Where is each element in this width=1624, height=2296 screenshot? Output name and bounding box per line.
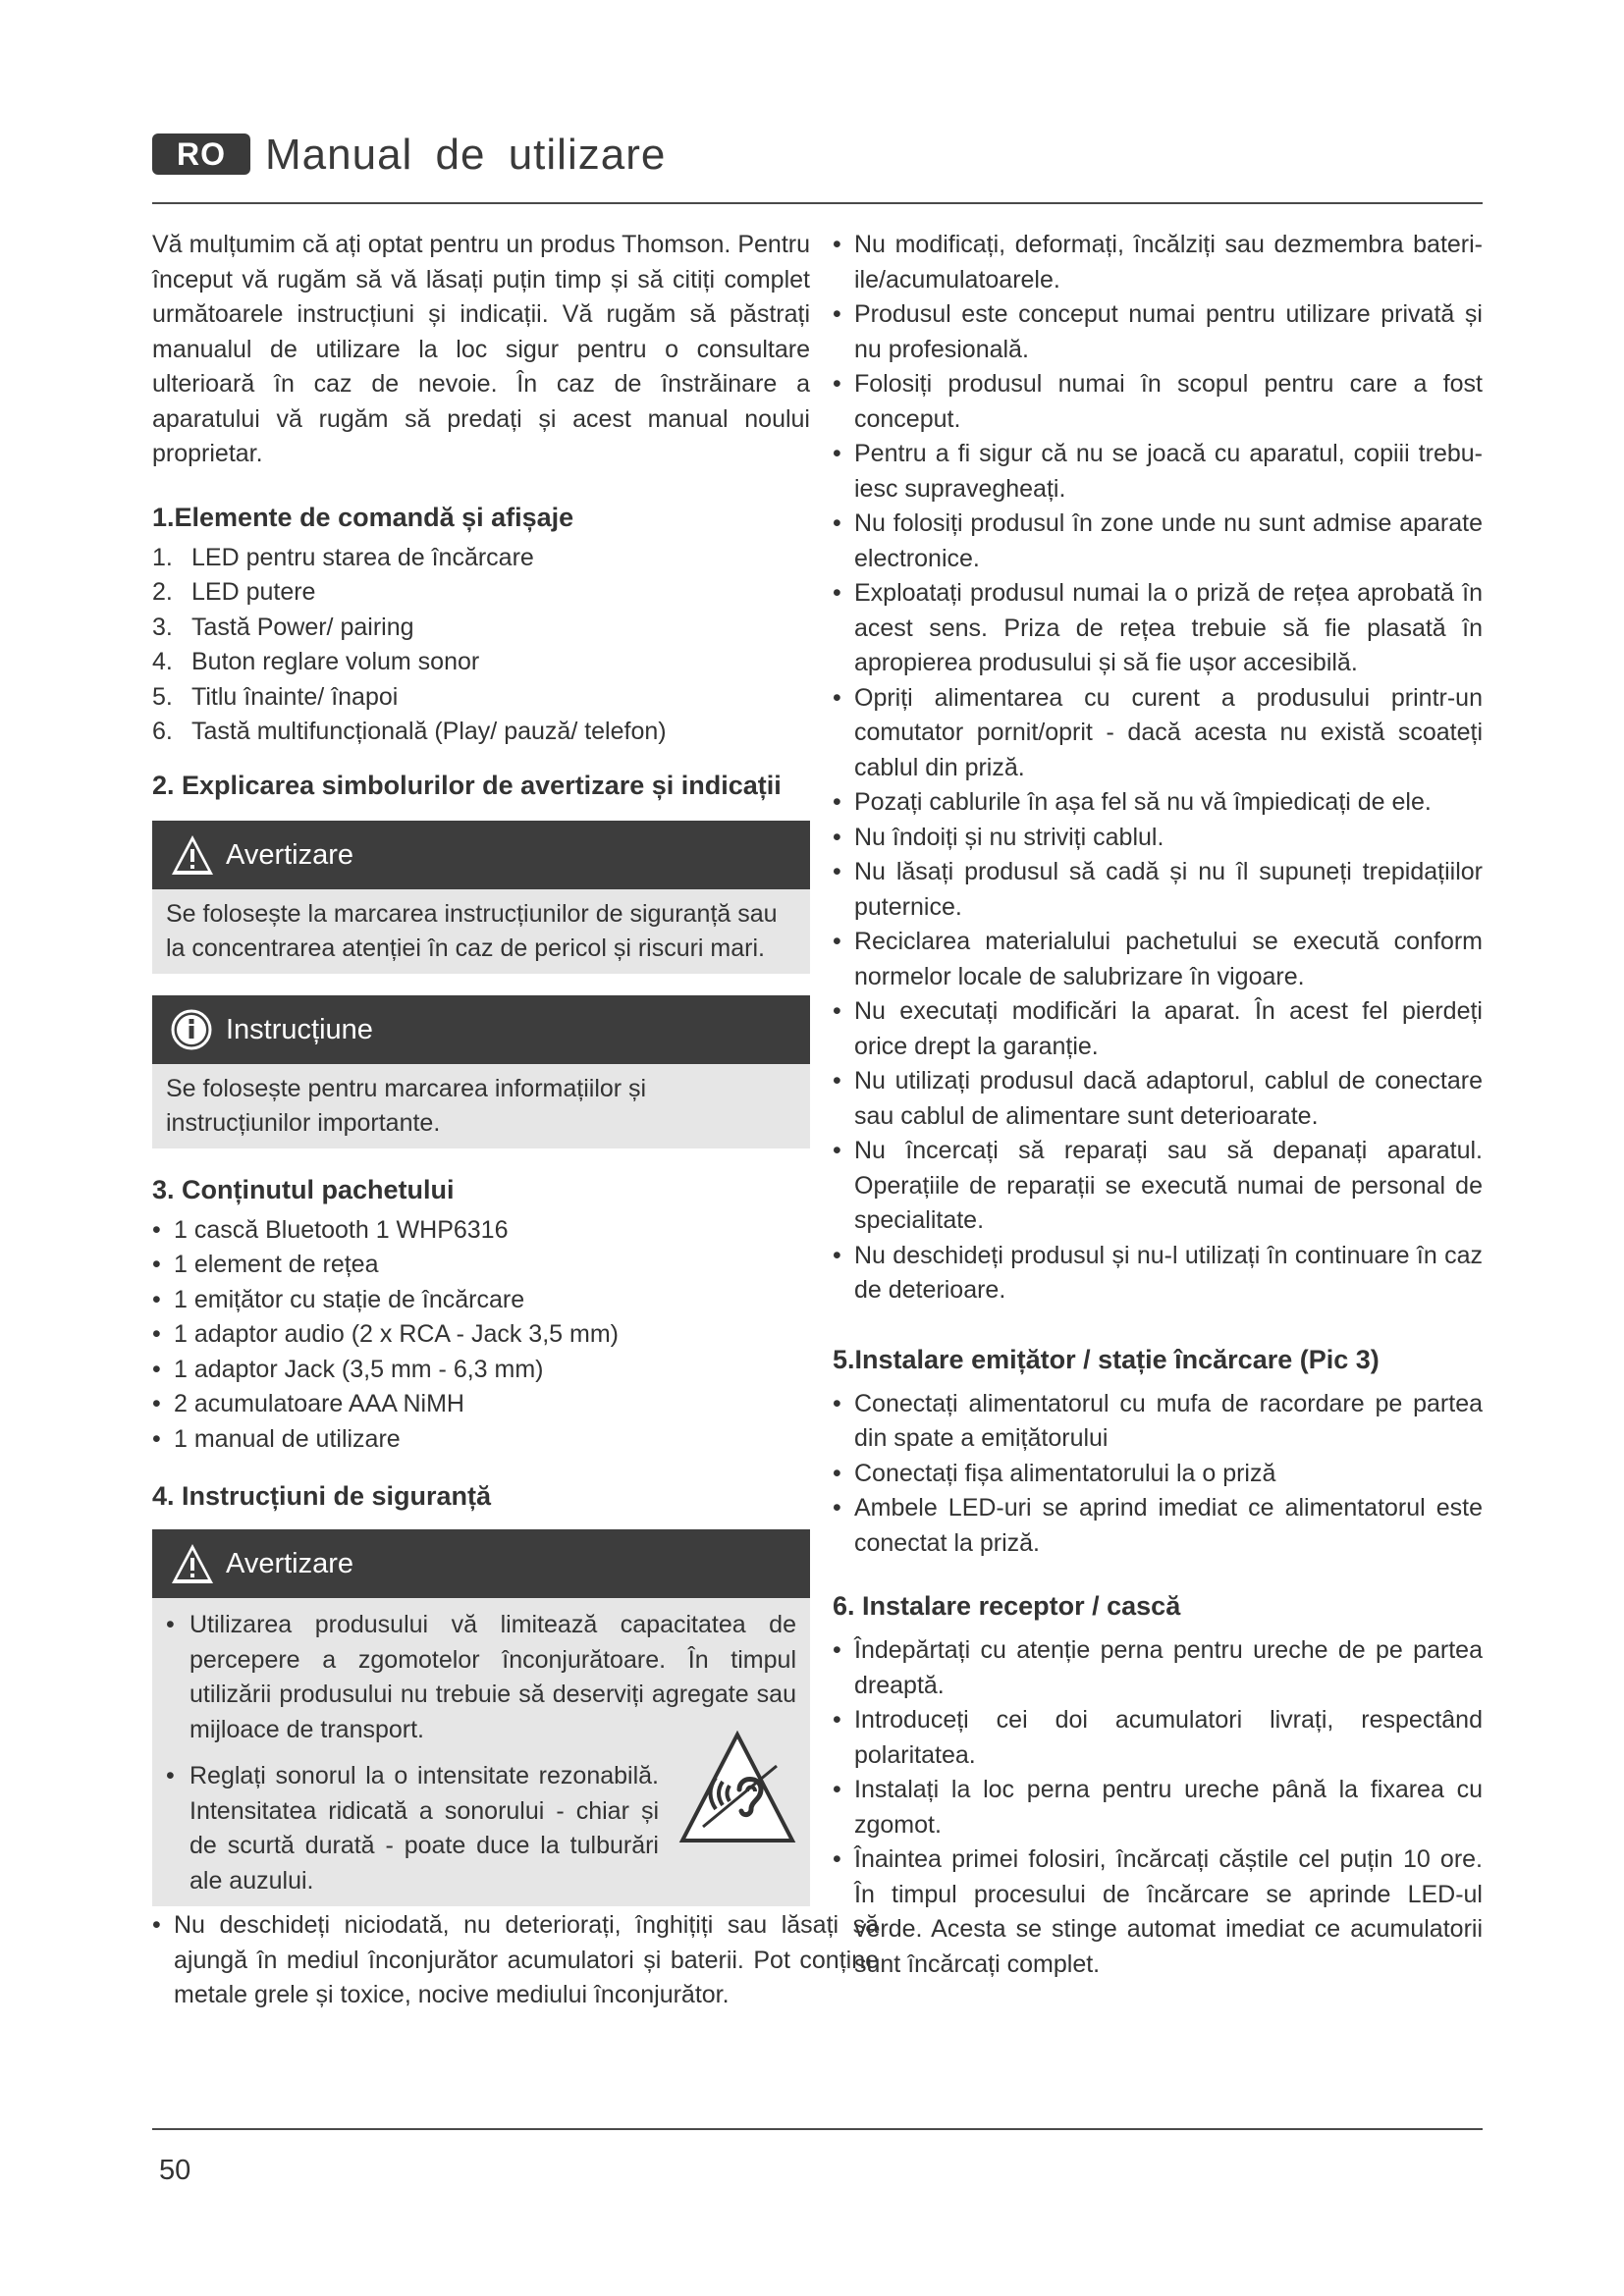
list-item: • 1 manual de utilizare: [152, 1422, 810, 1458]
list-item: • Exploatați produsul numai la o priză de rețea aprobată în acest sens. Priza de rețea trebuie să fie plasată în apropierea produsului și să fie ușor accesibilă.: [833, 576, 1483, 681]
right-column: [833, 228, 1483, 1982]
list-item: • Conectați alimentatorul cu mufa de racordare pe partea din spate a emițătorului: [833, 1387, 1483, 1457]
safety-warning-box: [152, 1529, 810, 1906]
list-item: • 1 cască Bluetooth 1 WHP6316: [152, 1213, 810, 1249]
left-column: [152, 228, 879, 2013]
footer-divider: [152, 2128, 1483, 2130]
transmitter-install-list: [833, 1387, 1483, 1562]
section-5-heading: 5.Instalare emițător / stație încărcare (Pic 3): [833, 1344, 1380, 1374]
list-item: • Nu deschideți niciodată, nu deteriorați, înghițiți sau lăsați să ajungă în mediul înconjurător acumulatori și baterii. Pot conține metale grele și toxice, nocive mediului înconjurător.: [152, 1908, 879, 2013]
safety-list-continued: [152, 1908, 879, 2013]
section-2-heading: 2. Explicarea simbolurilor de avertizare și indicații: [152, 770, 782, 800]
list-item: • Conectați fișa alimentatorului la o priză: [833, 1457, 1483, 1492]
list-item: • Ambele LED-uri se aprind imediat ce alimentatorul este conectat la priză.: [833, 1491, 1483, 1561]
list-item: • Nu utilizați produsul dacă adaptorul, cablul de conectare sau cablul de alimentare sunt deterioarate.: [833, 1064, 1483, 1134]
warning-text: Se folosește la marcarea instrucțiunilor de siguranță sau la concentrarea atenției în caz de pericol și riscuri mari.: [166, 899, 778, 962]
list-item: • 2 acumulatoare AAA NiMH: [152, 1387, 810, 1422]
list-item: • 1 emițător cu stație de încărcare: [152, 1283, 810, 1318]
list-item: 2. LED putere: [152, 578, 316, 606]
warning-triangle-icon: [170, 1542, 215, 1585]
list-item: • Îndepărtați cu atenție perna pentru ureche de pe partea dreaptă.: [833, 1633, 1483, 1703]
list-item: • 1 element de rețea: [152, 1248, 810, 1283]
list-item: • Instalați la loc perna pentru ureche până la fixarea cu zgomot.: [833, 1773, 1483, 1842]
list-item: • Opriți alimentarea cu curent a produsului printr-un comutator pornit/oprit - dacă acesta nu există scoateți cablul din priză.: [833, 681, 1483, 786]
list-item: 5. Titlu înainte/ înapoi: [152, 682, 399, 711]
intro-paragraph: Vă mulțumim că ați optat pentru un produs Thomson. Pentru început vă rugăm să vă lăsați puțin timp și să citiți complet următoarele instrucțiuni și indicații. Vă rugăm să păstrați manualul de utilizare la loc sigur pentru o consultare ulterioară în caz de nevoie. În caz de înstrăinare a aparatului vă rugăm să predați și acest manual noului proprietar.: [152, 231, 810, 467]
list-item: • Reciclarea materialului pachetului se execută conform normelor locale de salubrizare în vigoare.: [833, 925, 1483, 994]
list-item: 3. Tastă Power/ pairing: [152, 613, 414, 641]
list-item: • Introduceți cei doi acumulatori livrați, respectând polaritatea.: [833, 1703, 1483, 1773]
list-item: 6. Tastă multifuncțională (Play/ pauză/ telefon): [152, 718, 667, 745]
info-icon: [170, 1008, 215, 1051]
list-item: • Nu modificați, deformați, încălziți sau dezmembra bateri- ile/acumulatoarele.: [833, 228, 1483, 297]
list-item: • Nu îndoiți și nu striviți cablul.: [833, 821, 1483, 856]
list-item: • Nu deschideți produsul și nu-l utilizați în continuare în caz de deterioare.: [833, 1239, 1483, 1308]
list-item: • Reglați sonorul la o intensitate rezonabilă. Intensitatea ridicată a sonorului - chiar și de scurtă durată - poate duce la tulburări ale auzului.: [166, 1759, 796, 1898]
hearing-damage-icon: [678, 1731, 796, 1844]
list-item: 4. Buton reglare volum sonor: [152, 648, 480, 675]
list-item: 1. LED pentru starea de încărcare: [152, 543, 534, 571]
warning-box: [152, 821, 810, 974]
section-1-heading: 1.Elemente de comandă și afișaje: [152, 502, 574, 532]
warning-box-body: [152, 889, 810, 974]
section-4-heading: 4. Instrucțiuni de siguranță: [152, 1481, 492, 1511]
section-6-heading: 6. Instalare receptor / cască: [833, 1591, 1181, 1621]
language-badge: RO: [152, 133, 250, 175]
page-header: [152, 126, 1483, 204]
package-contents-list: [152, 1213, 810, 1458]
safety-list-right: [833, 228, 1483, 1308]
note-title: Instrucțiune: [226, 1013, 373, 1045]
warning-triangle-icon: [170, 833, 215, 877]
safety-warning-header: [152, 1529, 810, 1598]
list-item: • Pentru a fi sigur că nu se joacă cu aparatul, copiii trebu- iesc supravegheați.: [833, 437, 1483, 507]
page-number: 50: [159, 2155, 191, 2186]
list-item: • Produsul este conceput numai pentru utilizare privată și nu profesională.: [833, 297, 1483, 367]
note-box: [152, 995, 810, 1148]
section-3-heading: 3. Conținutul pachetului: [152, 1174, 455, 1204]
list-item: • 1 adaptor audio (2 x RCA - Jack 3,5 mm): [152, 1317, 810, 1353]
page-title: Manual de utilizare: [265, 131, 667, 179]
list-item: • 1 adaptor Jack (3,5 mm - 6,3 mm): [152, 1353, 810, 1388]
list-item: • Utilizarea produsului vă limitează capacitatea de percepere a zgomotelor înconjurătoare. În timpul utilizării produsului nu trebuie să deserviți agregate sau mijloace de transport.: [166, 1608, 796, 1747]
note-box-header: [152, 995, 810, 1064]
safety-warning-title: Avertizare: [226, 1548, 354, 1579]
warning-title: Avertizare: [226, 838, 354, 871]
note-text: Se folosește pentru marcarea informațiilor și instrucțiunilor importante.: [166, 1074, 647, 1137]
list-item: • Folosiți produsul numai în scopul pentru care a fost conceput.: [833, 367, 1483, 437]
list-item: • Înaintea primei folosiri, încărcați căștile cel puțin 10 ore. În timpul procesului de încărcare se aprinde LED-ul verde. Acesta se stinge automat imediat ce acumulatorii sunt încărcați complet.: [833, 1842, 1483, 1982]
receiver-install-list: [833, 1633, 1483, 1982]
list-item: • Nu încercați să reparați sau să depanați aparatul. Operațiile de reparații se execută numai de personal de specialitate.: [833, 1134, 1483, 1239]
header-divider: [152, 202, 1483, 204]
list-item: • Pozați cablurile în așa fel să nu vă împiedicați de ele.: [833, 785, 1483, 821]
note-box-body: [152, 1064, 810, 1148]
list-item: • Nu folosiți produsul în zone unde nu sunt admise aparate electronice.: [833, 507, 1483, 576]
controls-list: [152, 541, 810, 750]
warning-box-header: [152, 821, 810, 889]
list-item: • Nu executați modificări la aparat. În acest fel pierdeți orice drept la garanție.: [833, 994, 1483, 1064]
list-item: • Nu lăsați produsul să cadă și nu îl supuneți trepidațiilor puternice.: [833, 855, 1483, 925]
